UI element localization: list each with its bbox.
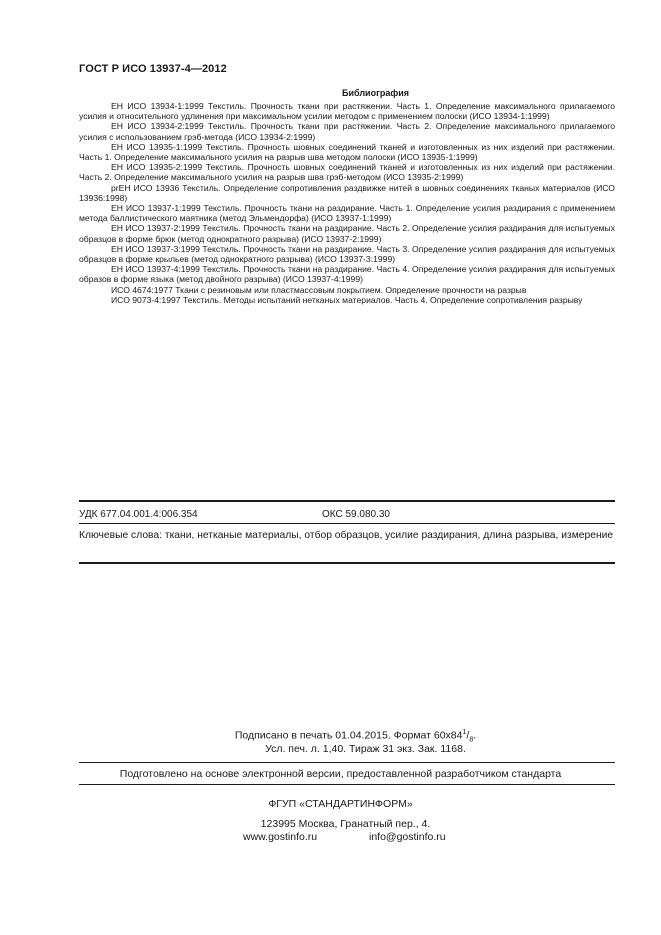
signed-text: Подписано в печать 01.04.2015. Формат 60x84 xyxy=(234,729,463,742)
bibliography-entry: ЕН ИСО 13937-3:1999 Текстиль. Прочность ткани на раздирание. Часть 3. Определение усилия раздирания для испытуемых образцов в форме крыльев (метод однократного разрыва) (ИСО 13937-3:1999) xyxy=(79,243,615,265)
format-fraction-denominator: 8 xyxy=(469,736,474,744)
keywords-text: Ключевые слова: ткани, нетканые материалы, отбор образцов, усилие раздирания, длина разрыва, измерение xyxy=(79,530,614,541)
bibliography-entry: ИСО 9073-4:1997 Текстиль. Методы испытаний нетканых материалов. Часть 4. Определение сопротивления разрыву xyxy=(111,294,583,305)
signed-to-print-line: Подписано в печать 01.04.2015. Формат $60x84^1/_8$. xyxy=(234,729,477,744)
bibliography-entry: ИСО 4674:1977 Ткани с резиновым или пластмассовым покрытием. Определение прочности на разрыв xyxy=(111,284,527,295)
udk-code: УДК 677.04.001.4:006.354 xyxy=(79,509,198,520)
format-fraction-numerator: 1 xyxy=(462,729,467,736)
publisher-email: info@gostinfo.ru xyxy=(369,831,446,843)
bibliography-entry: ЕН ИСО 13934-1:1999 Текстиль. Прочность ткани при растяжении. Часть 1. Определение максимального прилагаемого усилия и относительного удлинения при максимальном усилии методом с применением полоски (ИСО 13934-1:1999) xyxy=(79,101,615,122)
signed-suffix: . xyxy=(473,729,477,742)
document-code-header: ГОСТ Р ИСО 13937-4—2012 xyxy=(79,63,227,75)
bibliography-entry: ЕН ИСО 13934-2:1999 Текстиль. Прочность ткани при растяжении. Часть 2. Определение максимального прилагаемого усилия с использованием грэб-метода (ИСО 13934-2:1999) xyxy=(79,121,615,142)
bibliography-entry: ЕН ИСО 13935-2:1999 Текстиль. Прочность шовных соединений тканей и изготовленных из них изделий при растяжении. Часть 2. Определение максимального усилия на разрыв шва грэб-методом (ИСО 13935-2:1999) xyxy=(79,162,615,183)
bibliography-list xyxy=(79,101,615,305)
bibliography-entry: ЕН ИСО 13937-1:1999 Текстиль. Прочность ткани на раздирание. Часть 1. Определение усилия раздирания с применением метода баллистического маятника (метод Эльмендорфа) (ИСО 13937-1:1999) xyxy=(79,203,615,224)
classification-bottom-rule xyxy=(79,562,615,564)
imprint-bottom-rule xyxy=(79,784,615,785)
prepared-note: Подготовлено на основе электронной версии, предоставленной разработчиком стандарта xyxy=(119,768,562,780)
publisher-website: www.gostinfo.ru xyxy=(243,831,318,843)
print-info-line: Усл. печ. л. 1,40. Тираж 31 экз. Зак. 1168. xyxy=(265,743,466,755)
imprint-top-rule xyxy=(79,762,615,763)
publisher-name: ФГУП «СТАНДАРТИНФОРМ» xyxy=(268,798,413,810)
bibliography-title: Библиография xyxy=(342,88,409,98)
bibliography-entry: ЕН ИСО 13935-1:1999 Текстиль. Прочность шовных соединений тканей и изготовленных из них изделий при растяжении. Часть 1. Определение максимального усилия на разрыв шва методом полоски (ИСО 13935-1:1999) xyxy=(79,141,615,163)
bibliography-entry: prЕН ИСО 13936 Текстиль. Определение сопротивления раздвижке нитей в шовных соединениях тканых материалов (ИСО 13936:1998) xyxy=(79,182,615,203)
classification-top-rule xyxy=(79,500,615,502)
publisher-address: 123995 Москва, Гранатный пер., 4. xyxy=(260,818,431,830)
classification-middle-rule xyxy=(79,523,615,524)
bibliography-entry: ЕН ИСО 13937-2:1999 Текстиль. Прочность ткани на раздирание. Часть 2. Определение усилия раздирания для испытуемых образцов в форме брюк (метод однократного разрыва) (ИСО 13937-2:1999) xyxy=(79,223,615,244)
classification-row xyxy=(79,509,615,520)
okc-code: ОКС 59.080.30 xyxy=(322,509,390,520)
bibliography-entry: ЕН ИСО 13937-4:1999 Текстиль. Прочность ткани на раздирание. Часть 4. Определение усилия раздирания для испытуемых образов в форме языка (метод двойного разрыва) (ИСО 13937-4:1999) xyxy=(79,264,615,285)
